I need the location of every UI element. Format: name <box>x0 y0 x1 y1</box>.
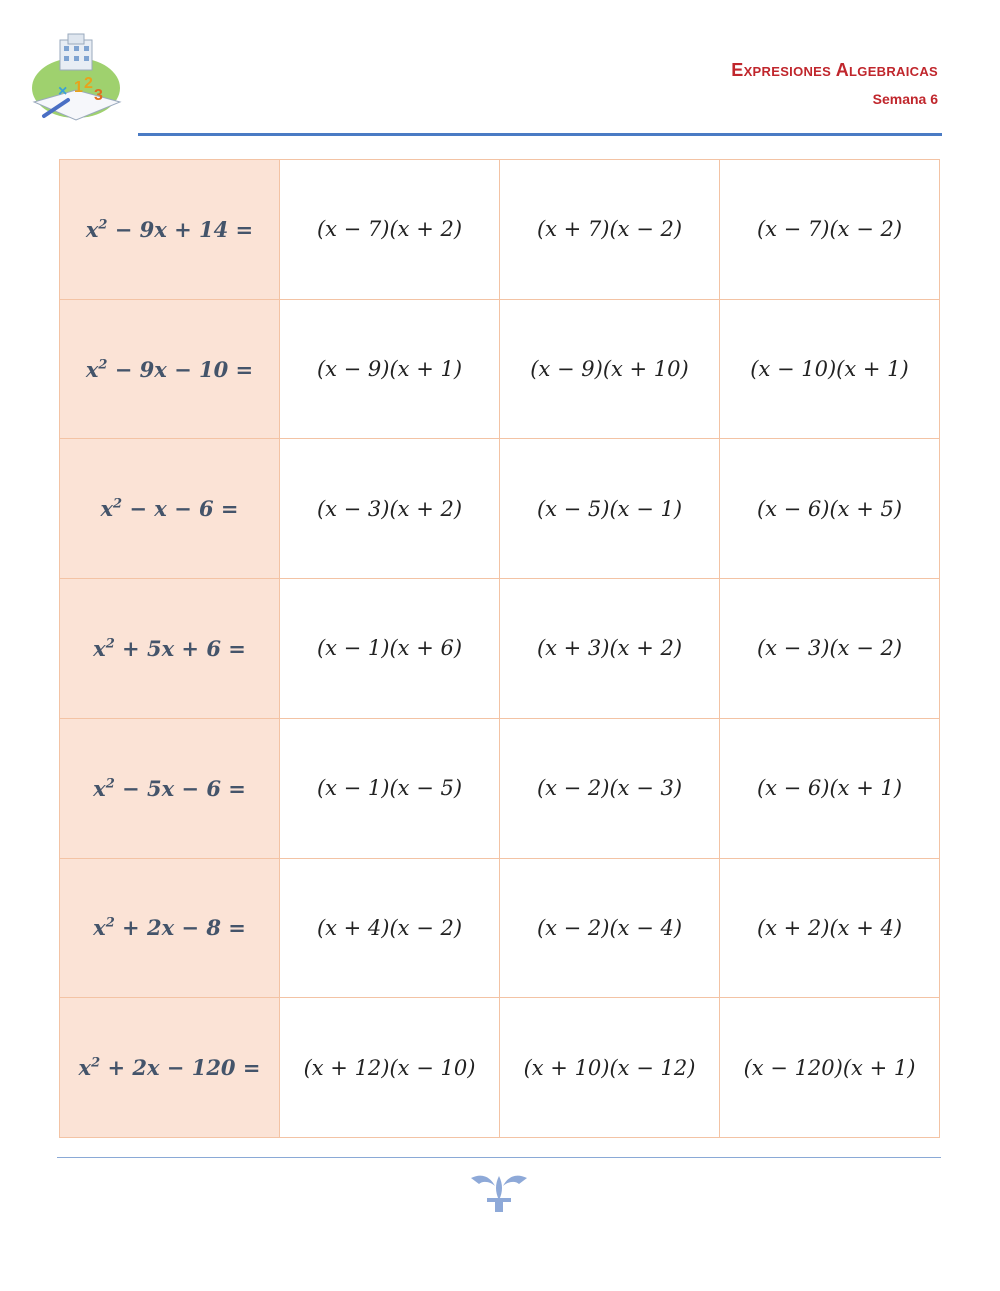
answer-option[interactable]: (x − 7)(x + 2) <box>280 160 500 300</box>
expression-cell: $x^2 - 5x - 6$ = <box>60 718 280 858</box>
table-row <box>60 439 940 579</box>
svg-text:2: 2 <box>84 75 93 92</box>
svg-text:1: 1 <box>74 79 83 96</box>
answer-option[interactable]: (x − 5)(x − 1) <box>500 439 720 579</box>
answer-option[interactable]: (x − 10)(x + 1) <box>720 299 940 439</box>
answer-option[interactable]: (x − 3)(x − 2) <box>720 579 940 719</box>
fleur-de-lis-icon <box>469 1170 529 1214</box>
answer-option[interactable]: (x − 1)(x − 5) <box>280 718 500 858</box>
table-row <box>60 718 940 858</box>
expression-cell: $x^2 - 9x - 10$ = <box>60 299 280 439</box>
answer-option[interactable]: (x + 2)(x + 4) <box>720 858 940 998</box>
page-title: Expresiones Algebraicas <box>731 60 938 80</box>
table-row <box>60 858 940 998</box>
answer-option[interactable]: (x − 1)(x + 6) <box>280 579 500 719</box>
factoring-table <box>59 159 940 1138</box>
answer-option[interactable]: (x − 6)(x + 1) <box>720 718 940 858</box>
answer-option[interactable]: (x − 2)(x − 4) <box>500 858 720 998</box>
answer-option[interactable]: (x + 7)(x − 2) <box>500 160 720 300</box>
expression-cell: $x^2 + 2x - 120$ = <box>60 998 280 1138</box>
table-row <box>60 160 940 300</box>
page-subtitle: Semana 6 <box>872 91 938 107</box>
answer-option[interactable]: (x − 9)(x + 10) <box>500 299 720 439</box>
svg-text:×: × <box>58 83 68 100</box>
answer-option[interactable]: (x + 12)(x − 10) <box>280 998 500 1138</box>
math-kids-logo <box>24 30 128 130</box>
table-row <box>60 998 940 1138</box>
answer-option[interactable]: (x + 3)(x + 2) <box>500 579 720 719</box>
answer-option[interactable]: (x + 4)(x − 2) <box>280 858 500 998</box>
answer-option[interactable]: (x + 10)(x − 12) <box>500 998 720 1138</box>
expression-cell: $x^2 + 2x - 8$ = <box>60 858 280 998</box>
expression-cell: $x^2 - x - 6$ = <box>60 439 280 579</box>
answer-option[interactable]: (x − 3)(x + 2) <box>280 439 500 579</box>
answer-option[interactable]: (x − 9)(x + 1) <box>280 299 500 439</box>
answer-option[interactable]: (x − 7)(x − 2) <box>720 160 940 300</box>
header-divider <box>138 133 942 136</box>
answer-option[interactable]: (x − 2)(x − 3) <box>500 718 720 858</box>
answer-option[interactable]: (x − 6)(x + 5) <box>720 439 940 579</box>
svg-text:3: 3 <box>94 87 103 104</box>
expression-cell: $x^2 - 9x + 14$ = <box>60 160 280 300</box>
table-row <box>60 299 940 439</box>
footer-divider <box>57 1157 941 1158</box>
table-row <box>60 579 940 719</box>
answer-option[interactable]: (x − 120)(x + 1) <box>720 998 940 1138</box>
expression-cell: $x^2 + 5x + 6$ = <box>60 579 280 719</box>
